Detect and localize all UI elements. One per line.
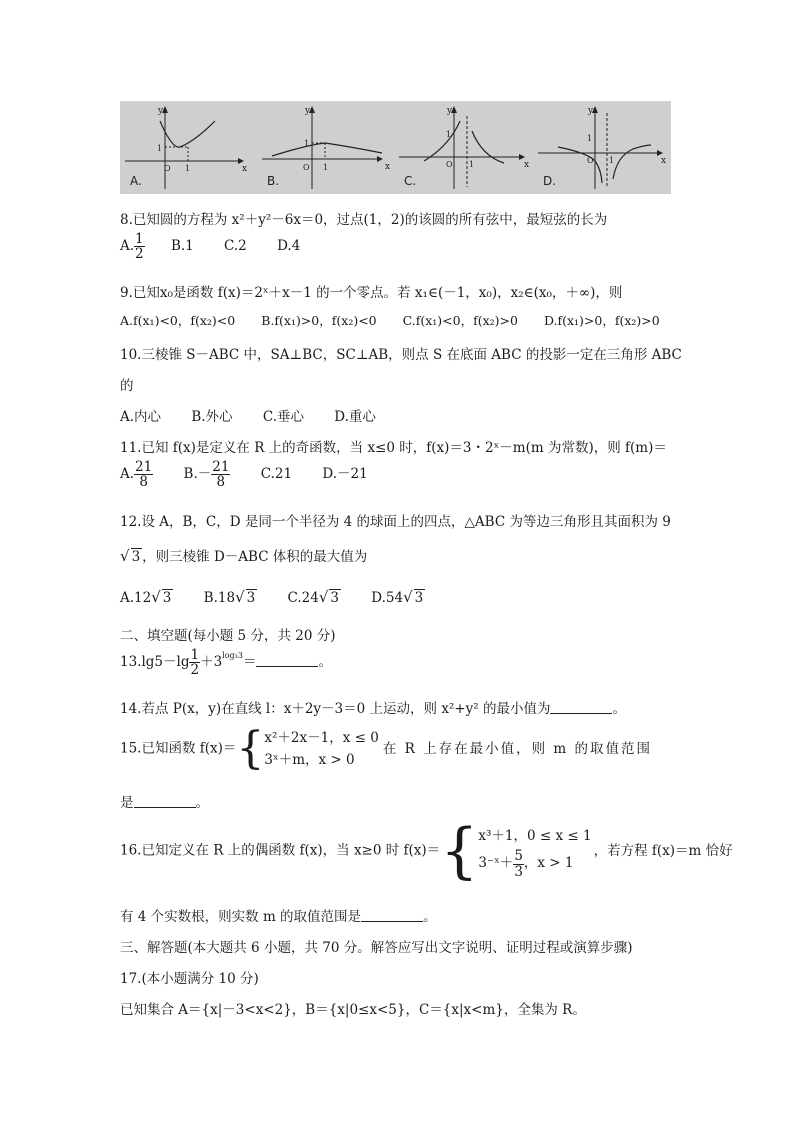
- question-12-options: [120, 588, 425, 606]
- option-d: D.－21: [322, 466, 368, 483]
- svg-text:y: y: [305, 106, 311, 116]
- question-9-stem: 9.已知x₀是函数 f(x)＝2ˣ＋x－1 的一个零点。若 x₁∈(－1，x₀)，x₂∈(x₀，＋∞)，则: [120, 285, 623, 301]
- answer-blank[interactable]: [134, 795, 196, 808]
- question-9-options: [120, 311, 660, 329]
- svg-text:1: 1: [304, 139, 310, 148]
- function-graphs-figure: [120, 101, 671, 194]
- option-label: A.: [120, 238, 135, 255]
- option-c: C.2: [224, 238, 247, 255]
- question-10-stem: 10.三棱锥 S－ABC 中，SA⊥BC，SC⊥AB，则点 S 在底面 ABC 的投影一定在三角形 ABC: [120, 347, 682, 363]
- svg-text:O: O: [164, 164, 171, 173]
- svg-text:O: O: [587, 156, 594, 165]
- question-8-options: [120, 232, 300, 261]
- option-c: C.垂心: [262, 409, 304, 425]
- question-15-line2: 是 。: [120, 795, 209, 811]
- fraction: $\frac{21}{8}$: [135, 459, 153, 491]
- graph-panel-d: [533, 101, 671, 194]
- fraction: $\frac{1}{2}$: [190, 647, 200, 679]
- option-d: D.重心: [334, 409, 376, 425]
- svg-text:1: 1: [323, 163, 329, 172]
- question-10-stem-line2: 的: [120, 378, 134, 394]
- question-16-line2: 有 4 个实数根，则实数 m 的取值范围是 。: [120, 909, 437, 925]
- graph-panel-b: [257, 101, 394, 194]
- question-17-title: 17.(本小题满分 10 分): [120, 971, 259, 987]
- option-a: A.内心: [120, 409, 162, 425]
- option-c: C.f(x₁)<0，f(x₂)>0: [402, 313, 518, 328]
- svg-text:x: x: [524, 160, 530, 170]
- question-17-text: 已知集合 A＝{x|－3<x<2}，B＝{x|0≤x<5}，C＝{x|x<m}，全集为 R。: [120, 1002, 586, 1018]
- option-d: D.4: [277, 238, 301, 255]
- svg-text:y: y: [447, 106, 453, 116]
- answer-blank[interactable]: [361, 909, 423, 922]
- svg-text:y: y: [588, 106, 594, 116]
- axis-x-label: x: [242, 164, 248, 174]
- svg-text:O: O: [446, 160, 453, 169]
- piecewise-definition: x³＋1，0 ≤ x ≤ 1 3⁻ˣ＋ $\frac{5}{3}$ ，x > 1: [478, 828, 592, 880]
- svg-text:1: 1: [469, 160, 475, 169]
- option-b: B.1: [170, 238, 194, 255]
- option-c: C.21: [260, 466, 293, 483]
- piecewise-definition: x²＋2x－1，x ≤ 0 3ˣ＋m，x > 0: [264, 730, 379, 768]
- question-12-stem-line2: √ 3 ，则三棱锥 D－ABC 体积的最大值为: [120, 547, 368, 565]
- section-3-heading: 三、解答题(本大题共 6 小题，共 70 分。解答应写出文字说明、证明过程或演算步骤): [120, 940, 633, 956]
- question-16: 16.已知定义在 R 上的偶函数 f(x)，当 x≥0 时 f(x)＝{ x³＋1，0 ≤ x ≤ 1 3⁻ˣ＋ $\frac{5}{3}$ ，x > 1 ，若方程 f(x)＝m 恰好: [120, 816, 733, 886]
- answer-blank[interactable]: [256, 654, 318, 667]
- question-10-options: [120, 405, 376, 425]
- svg-text:1: 1: [587, 134, 593, 143]
- svg-text:1: 1: [609, 156, 615, 165]
- section-2-heading: 二、填空题(每小题 5 分，共 20 分): [120, 628, 336, 644]
- graph-panel-c: [394, 101, 533, 194]
- fraction: $\frac{1}{2}$: [135, 231, 144, 263]
- option-a: A.12√ 3: [120, 588, 172, 606]
- svg-text:1: 1: [185, 164, 191, 173]
- question-14: 14.若点 P(x，y)在直线 l：x＋2y－3＝0 上运动，则 x²+y² 的最小值为 。: [120, 701, 626, 717]
- panel-label-b: B.: [267, 174, 280, 188]
- svg-text:1: 1: [446, 130, 452, 139]
- option-b: B.f(x₁)>0，f(x₂)<0: [261, 313, 377, 328]
- option-c: C.24√ 3: [287, 588, 339, 606]
- option-a: A.f(x₁)<0，f(x₂)<0: [120, 313, 236, 328]
- panel-label-c: C.: [404, 174, 417, 188]
- axis-y-label: y: [158, 106, 164, 116]
- svg-text:x: x: [661, 156, 667, 166]
- panel-label-d: D.: [543, 174, 557, 188]
- answer-blank[interactable]: [550, 701, 612, 714]
- question-13: 13.lg5－lg $\frac{1}{2}$ $+3^{log_33}=$ 。: [120, 647, 332, 679]
- graph-panel-a: [120, 101, 257, 194]
- svg-text:x: x: [385, 162, 391, 172]
- svg-text:1: 1: [157, 144, 163, 153]
- question-11-stem: 11.已知 f(x)是定义在 R 上的奇函数，当 x≤0 时，f(x)＝3・2ˣ－m(m 为常数)，则 f(m)＝: [120, 440, 667, 456]
- svg-text:O: O: [303, 163, 310, 172]
- question-15: 15.已知函数 f(x)＝{ x²＋2x－1，x ≤ 0 3ˣ＋m，x > 0 在 R 上存在最小值，则 m 的取值范围: [120, 723, 652, 774]
- option-d: D.54√ 3: [371, 588, 424, 606]
- fraction: $\frac{21}{8}$: [212, 459, 230, 491]
- option-b: B.18√ 3: [203, 588, 256, 606]
- question-12-stem: 12.设 A，B，C，D 是同一个半径为 4 的球面上的四点，△ABC 为等边三角形且其面积为 9: [120, 514, 671, 530]
- option-d: D.f(x₁)>0，f(x₂)>0: [543, 313, 660, 328]
- question-8-stem: 8.已知圆的方程为 x²＋y²－6x＝0，过点(1，2)的该圆的所有弦中，最短弦的长为: [120, 212, 608, 228]
- panel-label-a: A.: [130, 174, 142, 188]
- question-11-options: A. $\frac{21}{8}$ B.－ $\frac{21}{8}$ C.21 D.－21: [120, 459, 368, 491]
- option-b: B.外心: [191, 409, 233, 425]
